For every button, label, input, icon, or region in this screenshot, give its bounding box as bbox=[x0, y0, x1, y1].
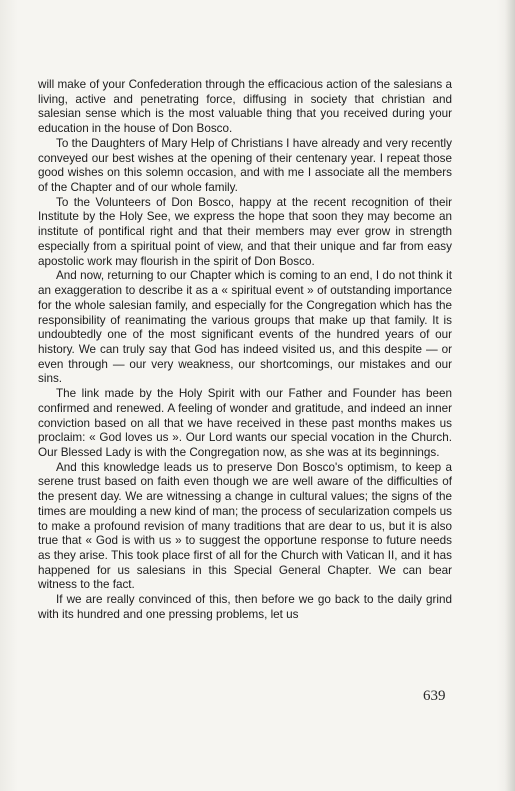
page-number: 639 bbox=[423, 688, 446, 704]
paragraph-6: And this knowledge leads us to preserve Don Bosco's optimism, to keep a serene trust based on faith even though we are well aware of the difficulties of the present day. We are witnessing a change in cultural values; the signs of the times are moulding a new kind of man; the process of secularization compels us to make a profound revision of many traditions that are dear to us, but it is also true that « God is with us » to suggest the opportune response to future needs as they arise. This took place first of all for the Church with Vatican II, and it has happened for us salesians in this Special General Chapter. We can bear witness to the fact. bbox=[38, 460, 452, 592]
paragraph-3: To the Volunteers of Don Bosco, happy at the recent recognition of their Institute by the Holy See, we express the hope that soon they may become an institute of pontifical right and that their members may ever grow in strength especially from a spiritual point of view, and that their unique and far from easy apostolic work may flourish in the spirit of Don Bosco. bbox=[38, 195, 452, 268]
paragraph-5: The link made by the Holy Spirit with our Father and Founder has been confirmed and renewed. A feeling of wonder and gratitude, and indeed an inner conviction based on all that we have received in these past months makes us proclaim: « God loves us ». Our Lord wants our special vocation in the Church. Our Blessed Lady is with the Congregation now, as she was at its beginnings. bbox=[38, 387, 452, 459]
page-binding-shadow bbox=[505, 0, 515, 791]
paragraph-2: To the Daughters of Mary Help of Christians I have already and very recently conveyed our best wishes at the opening of their centenary year. I repeat those good wishes on this solemn occasion, and with me I associate all the members of the Chapter and of our whole family. bbox=[38, 136, 452, 195]
paragraph-4: And now, returning to our Chapter which is coming to an end, I do not think it an exaggeration to describe it as a « spiritual event » of outstanding importance for the whole salesian family, and especially for the Congregation which has the responsibility of reanimating the various groups that make up that family. It is undoubtedly one of the most significant events of the hundred years of our history. We can truly say that God has indeed visited us, and this despite — or even through — our very weakness, our shortcomings, our mistakes and our sins. bbox=[38, 269, 452, 386]
body-text bbox=[38, 78, 452, 623]
paragraph-7: If we are really convinced of this, then before we go back to the daily grind with its hundred and one pressing problems, let us bbox=[38, 593, 452, 621]
paragraph-1: will make of your Confederation through the efficacious action of the salesians a living, active and penetrating force, diffusing in society that christian and salesian sense which is the most valuable thing that you received during your education in the house of Don Bosco. bbox=[38, 78, 452, 136]
